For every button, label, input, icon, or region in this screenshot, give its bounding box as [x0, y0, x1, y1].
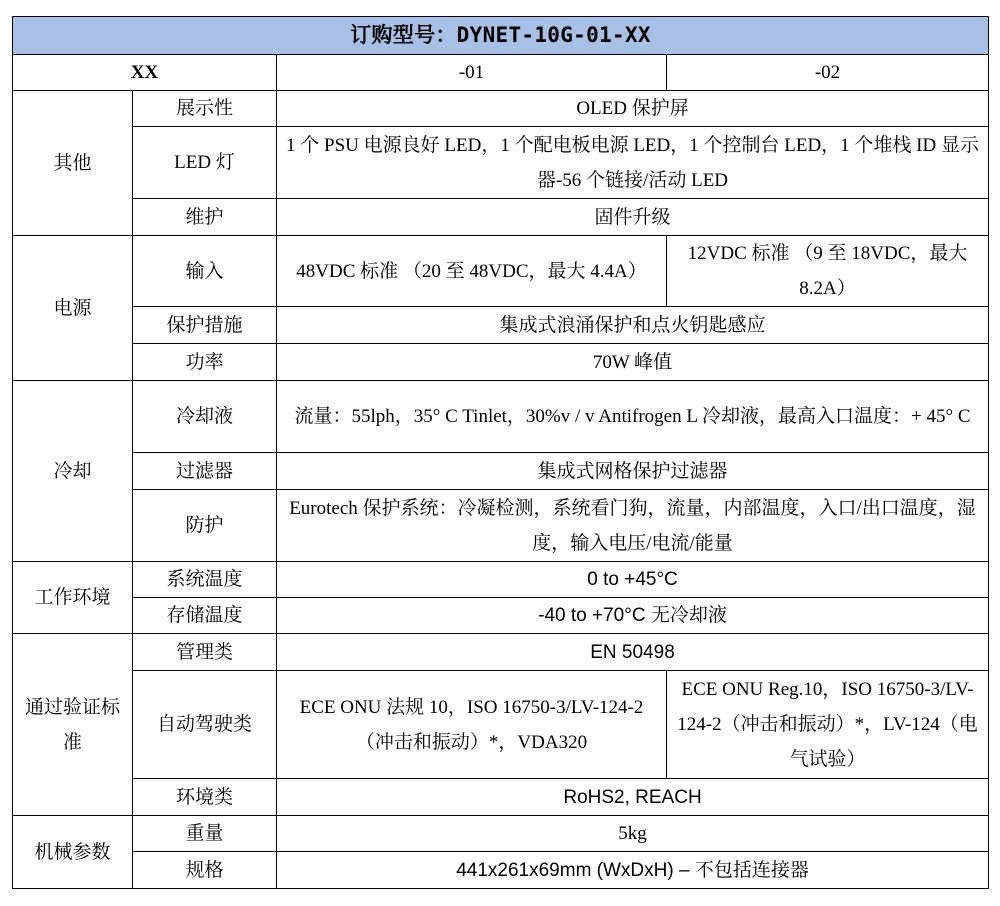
value-cert-environmental: RoHS2, REACH: [277, 779, 989, 816]
label-power-input: 输入: [133, 236, 277, 307]
row-weight: [13, 816, 989, 852]
row-power-protection: [13, 307, 989, 344]
row-filter: [13, 453, 989, 490]
label-display: 展示性: [133, 91, 277, 127]
header-xx-label: XX: [13, 55, 277, 91]
value-guard: Eurotech 保护系统：冷凝检测，系统看门狗，流量，内部温度，入口/出口温度，湿度，输入电压/电流/能量: [277, 490, 989, 562]
value-power-input-02: 12VDC 标准 （9 至 18VDC，最大 8.2A）: [667, 236, 989, 307]
row-led: [13, 127, 989, 199]
header-variant-02: -02: [667, 55, 989, 91]
row-power-wattage: [13, 344, 989, 381]
row-cert-management: [13, 634, 989, 671]
row-power-input: [13, 236, 989, 307]
value-power-wattage: 70W 峰值: [277, 344, 989, 381]
value-cert-management: EN 50498: [277, 634, 989, 671]
label-storage-temp: 存储温度: [133, 598, 277, 634]
label-led: LED 灯: [133, 127, 277, 199]
row-dimensions: [13, 852, 989, 889]
row-storage-temp: [13, 598, 989, 634]
row-display: [13, 91, 989, 127]
title-row: [13, 17, 989, 55]
value-maintenance: 固件升级: [277, 199, 989, 236]
label-dimensions: 规格: [133, 852, 277, 889]
label-operating-temp: 系统温度: [133, 562, 277, 598]
value-operating-temp: 0 to +45°C: [277, 562, 989, 598]
value-cert-automotive-01: ECE ONU 法规 10，ISO 16750-3/LV-124-2（冲击和振动）*，VDA320: [277, 671, 667, 779]
value-filter: 集成式网格保护过滤器: [277, 453, 989, 490]
row-cert-automotive: [13, 671, 989, 779]
value-cert-automotive-02: ECE ONU Reg.10，ISO 16750-3/LV-124-2（冲击和振动）*，LV-124（电气试验）: [667, 671, 989, 779]
group-mechanical: 机械参数: [13, 816, 133, 889]
group-environment: 工作环境: [13, 562, 133, 634]
value-coolant: 流量：55lph，35° C Tinlet，30%v / v Antifrogen L 冷却液，最高入口温度：+ 45° C: [277, 381, 989, 453]
header-row: [13, 55, 989, 91]
label-weight: 重量: [133, 816, 277, 852]
order-model-title: 订购型号：DYNET-10G-01-XX: [13, 17, 989, 55]
label-cert-management: 管理类: [133, 634, 277, 671]
label-maintenance: 维护: [133, 199, 277, 236]
group-other: 其他: [13, 91, 133, 236]
row-operating-temp: [13, 562, 989, 598]
value-weight: 5kg: [277, 816, 989, 852]
group-power: 电源: [13, 236, 133, 381]
value-dimensions: 441x261x69mm (WxDxH) – 不包括连接器: [277, 852, 989, 889]
value-power-input-01: 48VDC 标准 （20 至 48VDC，最大 4.4A）: [277, 236, 667, 307]
label-cert-environmental: 环境类: [133, 779, 277, 816]
row-coolant: [13, 381, 989, 453]
label-cert-automotive: 自动驾驶类: [133, 671, 277, 779]
header-variant-01: -01: [277, 55, 667, 91]
label-power-wattage: 功率: [133, 344, 277, 381]
spec-table: [12, 16, 989, 889]
value-led: 1 个 PSU 电源良好 LED，1 个配电板电源 LED，1 个控制台 LED，1 个堆栈 ID 显示器-56 个链接/活动 LED: [277, 127, 989, 199]
group-cooling: 冷却: [13, 381, 133, 562]
row-guard: [13, 490, 989, 562]
value-power-protection: 集成式浪涌保护和点火钥匙感应: [277, 307, 989, 344]
group-certification: 通过验证标准: [13, 634, 133, 816]
label-power-protection: 保护措施: [133, 307, 277, 344]
value-storage-temp: -40 to +70°C 无冷却液: [277, 598, 989, 634]
label-filter: 过滤器: [133, 453, 277, 490]
row-maintenance: [13, 199, 989, 236]
value-display: OLED 保护屏: [277, 91, 989, 127]
label-coolant: 冷却液: [133, 381, 277, 453]
row-cert-environmental: [13, 779, 989, 816]
label-guard: 防护: [133, 490, 277, 562]
